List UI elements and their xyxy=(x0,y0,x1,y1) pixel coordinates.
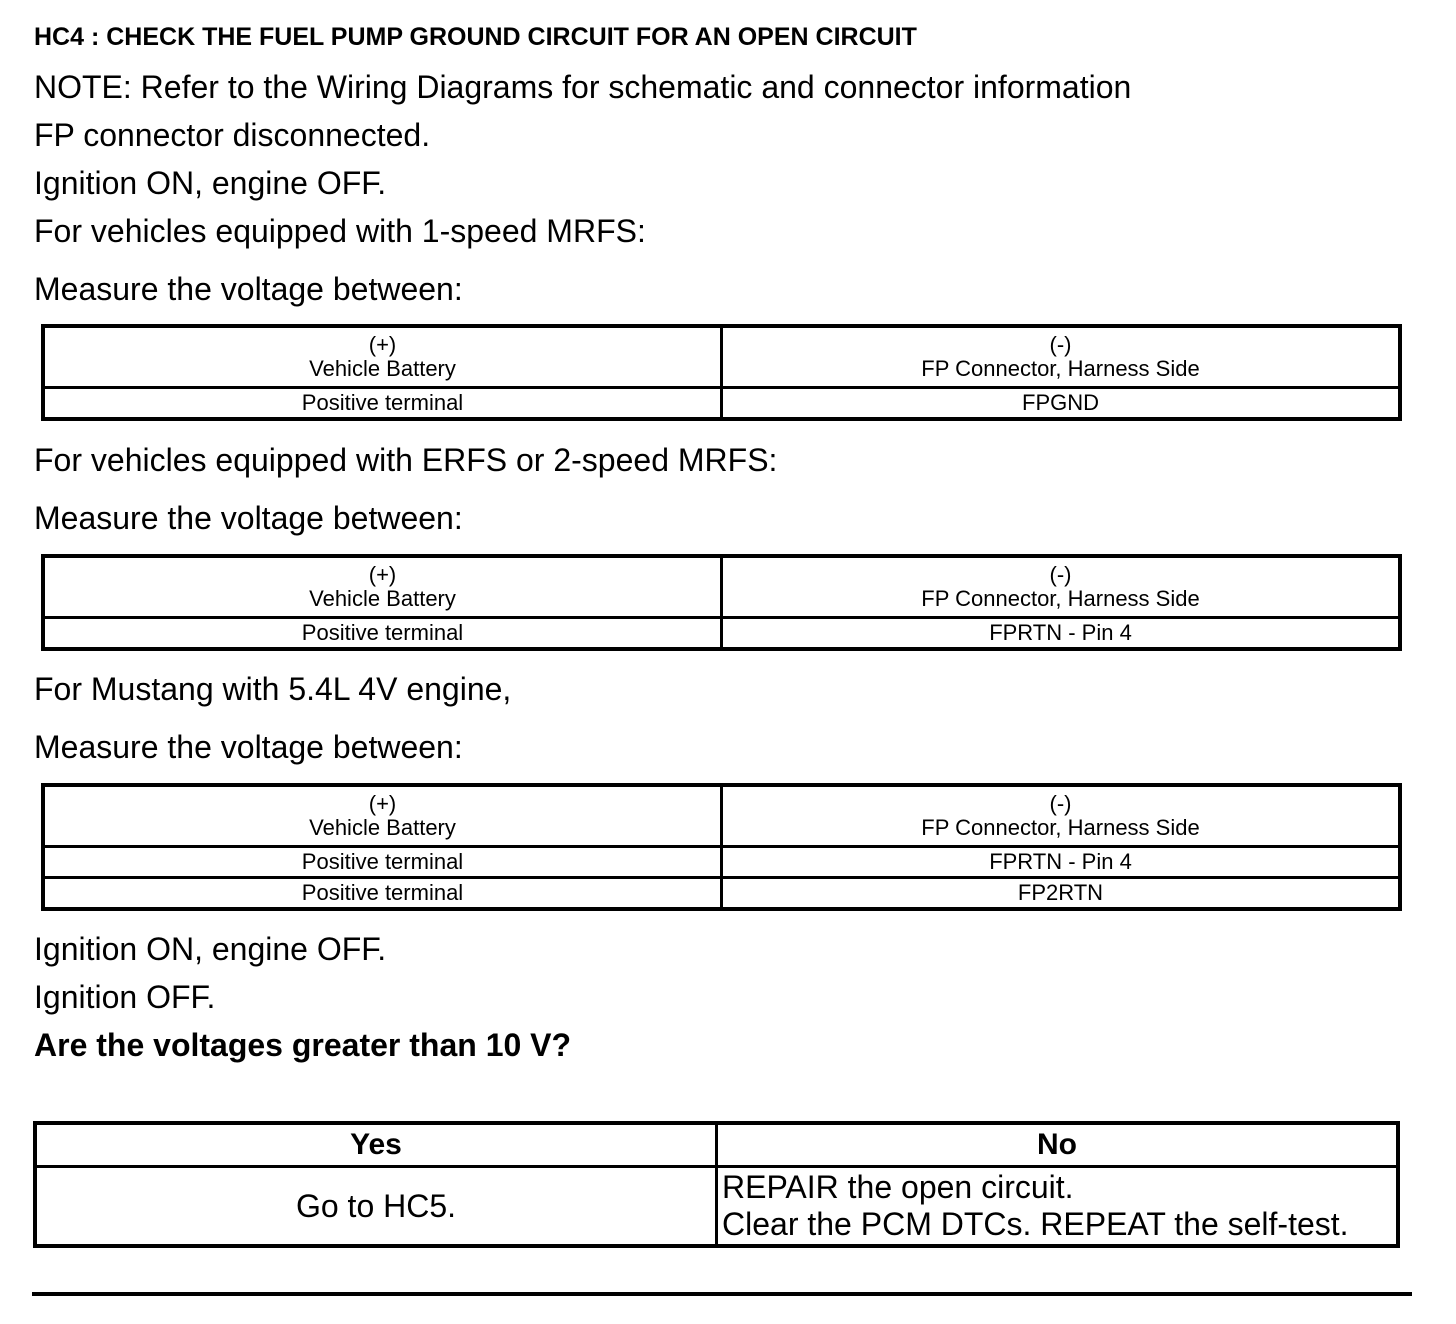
no-action xyxy=(717,1167,1399,1247)
negative-header-cell xyxy=(722,785,1401,847)
positive-header-cell xyxy=(43,556,722,618)
instruction-measure-voltage: Measure the voltage between: xyxy=(34,729,463,765)
positive-cell: Positive terminal xyxy=(43,878,722,910)
no-action-line-2: Clear the PCM DTCs. REPEAT the self-test. xyxy=(722,1206,1349,1242)
table-header-row xyxy=(43,326,1400,388)
instruction-ignition-on: Ignition ON, engine OFF. xyxy=(34,165,387,201)
instruction-ignition-on: Ignition ON, engine OFF. xyxy=(34,931,387,967)
negative-label: FP Connector, Harness Side xyxy=(921,815,1200,840)
positive-label: Vehicle Battery xyxy=(309,356,456,381)
no-action-line-1: REPAIR the open circuit. xyxy=(722,1169,1074,1205)
positive-sign: (+) xyxy=(368,332,397,357)
table-row xyxy=(43,847,1400,878)
table-row xyxy=(43,878,1400,910)
question-text: Are the voltages greater than 10 V? xyxy=(34,1027,572,1063)
condition-1-speed-mrfs: For vehicles equipped with 1-speed MRFS: xyxy=(34,213,646,249)
result-row xyxy=(35,1167,1398,1247)
negative-sign: (-) xyxy=(1049,332,1072,357)
table-row xyxy=(43,618,1400,650)
table-header-row xyxy=(43,556,1400,618)
positive-header-cell xyxy=(43,785,722,847)
instruction-measure-voltage: Measure the voltage between: xyxy=(34,271,463,307)
result-table xyxy=(33,1121,1400,1248)
instruction-fp-disconnected: FP connector disconnected. xyxy=(34,117,431,153)
negative-cell: FP2RTN xyxy=(722,878,1401,910)
yes-action: Go to HC5. xyxy=(35,1167,717,1247)
negative-label: FP Connector, Harness Side xyxy=(921,586,1200,611)
negative-cell: FPRTN - Pin 4 xyxy=(722,618,1401,650)
table-row xyxy=(43,388,1400,420)
negative-cell: FPGND xyxy=(722,388,1401,420)
result-header-row xyxy=(35,1123,1398,1167)
note-text: NOTE: Refer to the Wiring Diagrams for schematic and connector information xyxy=(34,69,1132,105)
condition-mustang: For Mustang with 5.4L 4V engine, xyxy=(34,671,512,707)
instruction-measure-voltage: Measure the voltage between: xyxy=(34,500,463,536)
yes-header: Yes xyxy=(35,1123,717,1167)
positive-cell: Positive terminal xyxy=(43,618,722,650)
positive-cell: Positive terminal xyxy=(43,388,722,420)
table-header-row xyxy=(43,785,1400,847)
negative-sign: (-) xyxy=(1049,791,1072,816)
negative-header-cell xyxy=(722,326,1401,388)
measurement-table-mustang xyxy=(41,783,1402,911)
measurement-table-1speed xyxy=(41,324,1402,421)
measurement-table-erfs xyxy=(41,554,1402,651)
step-heading: HC4 : CHECK THE FUEL PUMP GROUND CIRCUIT FOR AN OPEN CIRCUIT xyxy=(34,23,917,51)
condition-erfs-2-speed: For vehicles equipped with ERFS or 2-speed MRFS: xyxy=(34,442,778,478)
positive-sign: (+) xyxy=(368,791,397,816)
no-header: No xyxy=(717,1123,1399,1167)
positive-sign: (+) xyxy=(368,562,397,587)
positive-label: Vehicle Battery xyxy=(309,586,456,611)
positive-header-cell xyxy=(43,326,722,388)
bottom-divider xyxy=(32,1292,1412,1296)
negative-label: FP Connector, Harness Side xyxy=(921,356,1200,381)
negative-cell: FPRTN - Pin 4 xyxy=(722,847,1401,878)
negative-header-cell xyxy=(722,556,1401,618)
positive-cell: Positive terminal xyxy=(43,847,722,878)
positive-label: Vehicle Battery xyxy=(309,815,456,840)
negative-sign: (-) xyxy=(1049,562,1072,587)
instruction-ignition-off: Ignition OFF. xyxy=(34,979,216,1015)
